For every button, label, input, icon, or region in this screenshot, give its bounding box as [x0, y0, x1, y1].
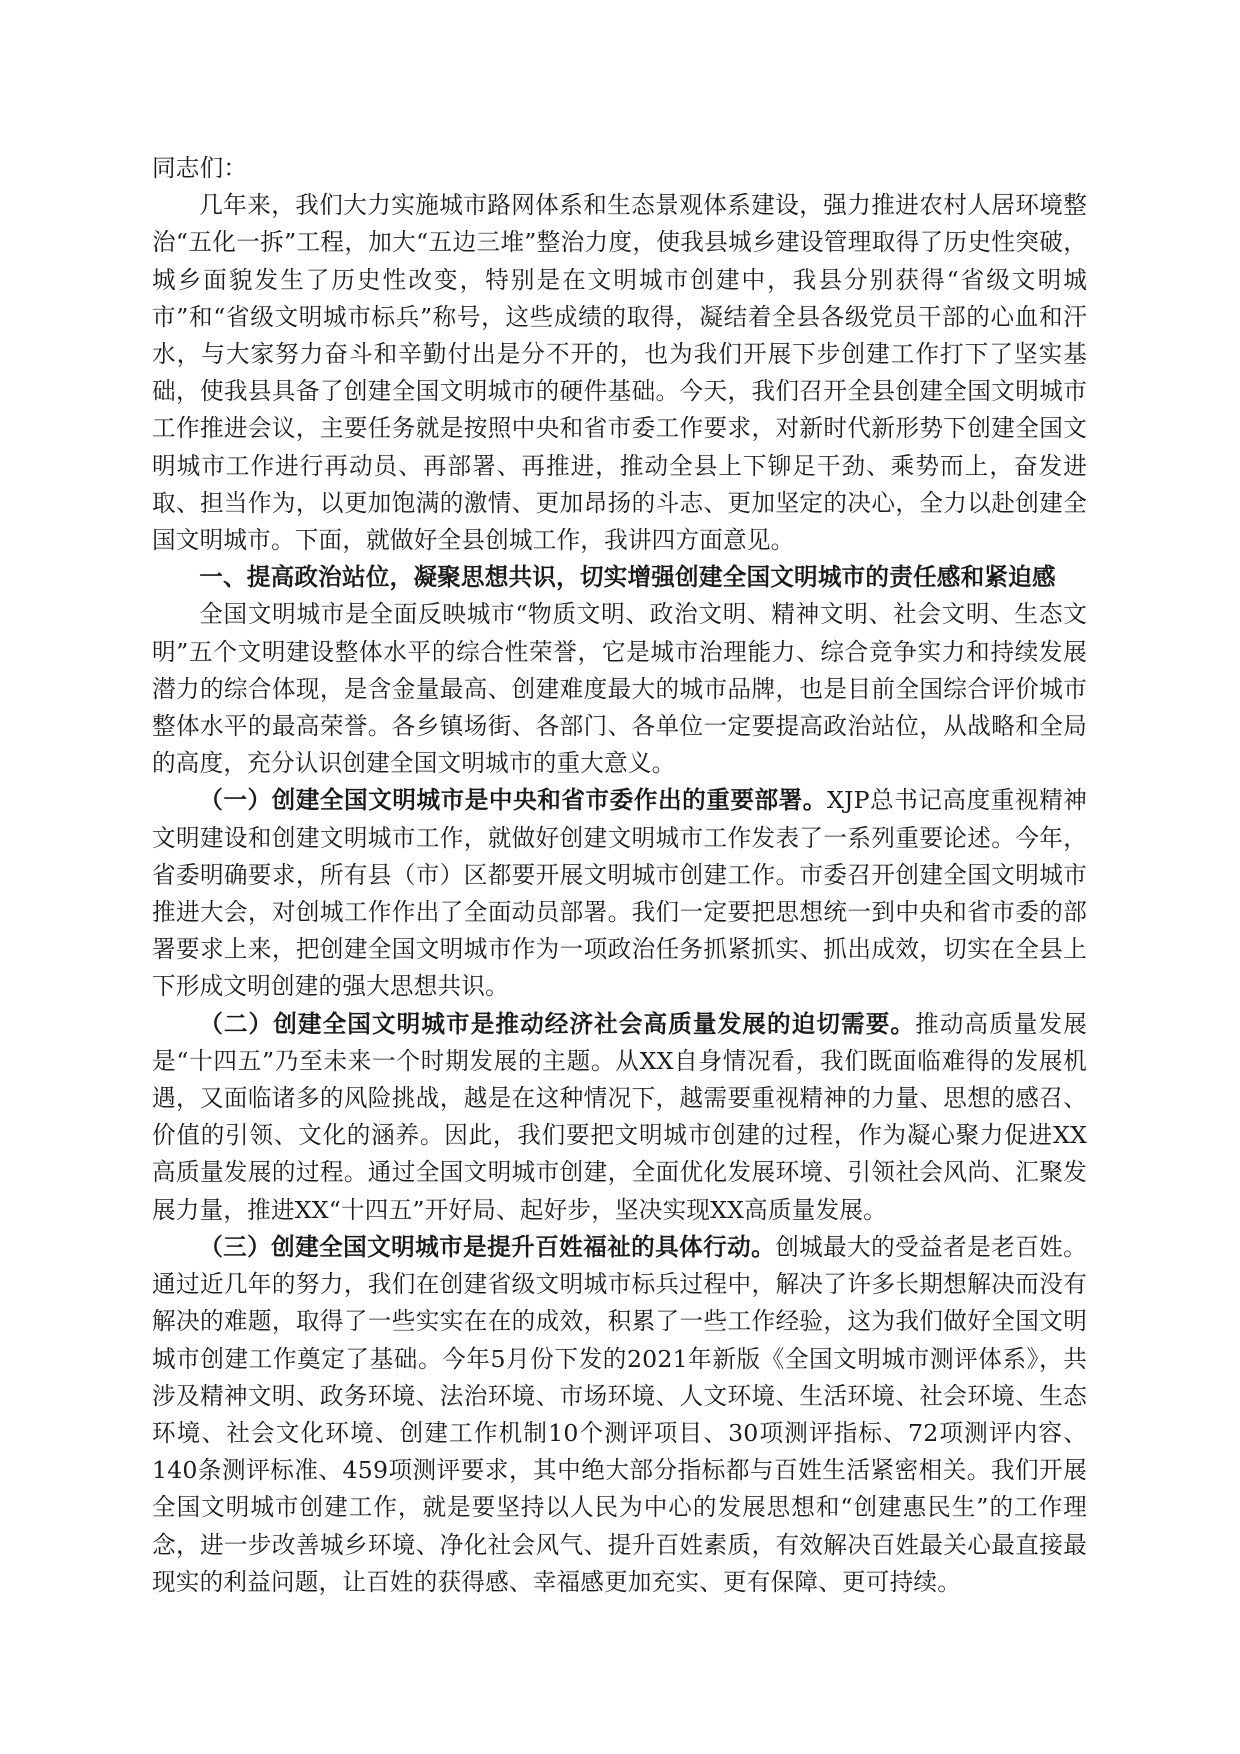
point-3-body: 创城最大的受益者是老百姓。通过近几年的努力，我们在创建省级文明城市标兵过程中，解决了许多长期想解决而没有解决的难题，取得了一些实实在在的成效，积累了一些工作经验，这为我们做好全国文明城市创建工作奠定了基础。今年5月份下发的2021年新版《全国文明城市测评体系》，共涉及精神文明、政务环境、法治环境、市场环境、人文环境、生活环境、社会环境、生态环境、社会文化环境、创建工作机制10个测评项目、30项测评指标、72项测评内容、140条测评标准、459项测评要求，其中绝大部分指标都与百姓生活紧密相关。我们开展全国文明城市创建工作，就是要坚持以人民为中心的发展思想和“创建惠民生”的工作理念，进一步改善城乡环境、净化社会风气、提升百姓素质，有效解决百姓最关心最直接最现实的利益问题，让百姓的获得感、幸福感更加充实、更有保障、更可持续。: [152, 1232, 1087, 1596]
salutation: 同志们：: [152, 154, 248, 182]
document-page: [152, 150, 1087, 1601]
point-2-lead: （二）创建全国文明城市是推动经济社会高质量发展的迫切需要。: [199, 1009, 916, 1038]
point-2-body: 推动高质量发展是“十四五”乃至未来一个时期发展的主题。从XX自身情况看，我们既面临难得的发展机遇，又面临诸多的风险挑战，越是在这种情况下，越需要重视精神的力量、思想的感召、价值的引领、文化的涵养。因此，我们要把文明城市创建的过程，作为凝心聚力促进XX高质量发展的过程。通过全国文明城市创建，全面优化发展环境、引领社会风尚、汇聚发展力量，推进XX“十四五”开好局、起好步，坚决实现XX高质量发展。: [152, 1009, 1087, 1224]
point-3-lead: （三）创建全国文明城市是提升百姓福祉的具体行动。: [199, 1232, 776, 1261]
point-3-paragraph: [152, 1229, 1087, 1601]
intro-paragraph: 几年来，我们大力实施城市路网体系和生态景观体系建设，强力推进农村人居环境整治“五化一拆”工程，加大“五边三堆”整治力度，使我县城乡建设管理取得了历史性突破，城乡面貌发生了历史性改变，特别是在文明城市创建中，我县分别获得“省级文明城市”和“省级文明城市标兵”称号，这些成绩的取得，凝结着全县各级党员干部的心血和汗水，与大家努力奋斗和辛勤付出是分不开的，也为我们开展下步创建工作打下了坚实基础，使我县具备了创建全国文明城市的硬件基础。今天，我们召开全县创建全国文明城市工作推进会议，主要任务就是按照中央和省市委工作要求，对新时代新形势下创建全国文明城市工作进行再动员、再部署、再推进，推动全县上下铆足干劲、乘势而上，奋发进取、担当作为，以更加饱满的激情、更加昂扬的斗志、更加坚定的决心，全力以赴创建全国文明城市。下面，就做好全县创城工作，我讲四方面意见。: [152, 191, 1087, 555]
point-1-paragraph: [152, 782, 1087, 1005]
section-1-intro-paragraph: 全国文明城市是全面反映城市“物质文明、政治文明、精神文明、社会文明、生态文明”五个文明建设整体水平的综合性荣誉，它是城市治理能力、综合竞争实力和持续发展潜力的综合体现，是含金量最高、创建难度最大的城市品牌，也是目前全国综合评价城市整体水平的最高荣誉。各乡镇场街、各部门、各单位一定要提高政治站位，从战略和全局的高度，充分认识创建全国文明城市的重大意义。: [152, 600, 1087, 778]
section-1-heading: 一、提高政治站位，凝聚思想共识，切实增强创建全国文明城市的责任感和紧迫感: [199, 563, 1056, 592]
point-1-lead: （一）创建全国文明城市是中央和省市委作出的重要部署。: [199, 786, 827, 815]
point-1-body: XJP总书记高度重视精神文明建设和创建文明城市工作，就做好创建文明城市工作发表了一系列重要论述。今年，省委明确要求，所有县（市）区都要开展文明城市创建工作。市委召开创建全国文明城市推进大会，对创城工作作出了全面动员部署。我们一定要把思想统一到中央和省市委的部署要求上来，把创建全国文明城市作为一项政治任务抓紧抓实、抓出成效，切实在全县上下形成文明创建的强大思想共识。: [152, 786, 1088, 1001]
point-2-paragraph: [152, 1006, 1087, 1229]
